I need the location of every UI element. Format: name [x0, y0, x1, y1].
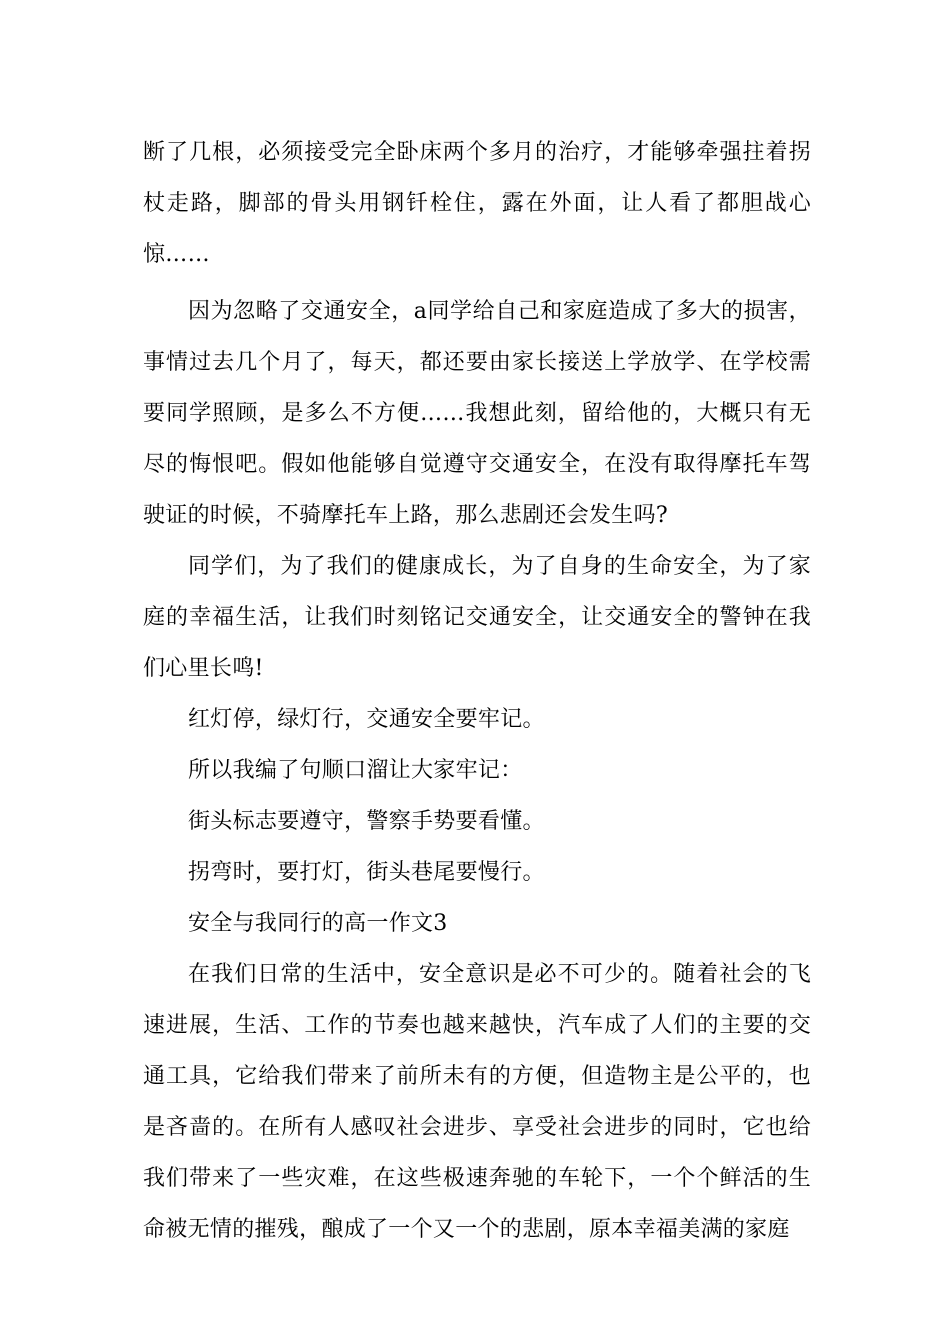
paragraph-rhyme-intro: 所以我编了句顺口溜让大家牢记： [188, 758, 523, 783]
paragraph-consequence: 因为忽略了交通安全，a同学给自己和家庭造成了多大的损害，事情过去几个月了，每天，都还要由家长接送上学放学、在学校需要同学照顾，是多么不方便……我想此刻，留给他的，大概只有无尽的悔恨吧。假如他能够自觉遵守交通安全，在没有取得摩托车驾驶证的时候，不骑摩托车上路，那么悲剧还会发生吗? [143, 299, 811, 528]
paragraph-injury: 断了几根，必须接受完全卧床两个多月的治疗，才能够牵强拄着拐杖走路，脚部的骨头用钢钎栓住，露在外面，让人看了都胆战心惊…… [143, 140, 811, 267]
paragraph-rhyme-line-2: 街头标志要遵守，警察手势要看懂。 [188, 809, 545, 834]
document-body [143, 127, 811, 1255]
paragraph-rhyme-line-1: 红灯停，绿灯行，交通安全要牢记。 [188, 707, 545, 732]
paragraph-essay-3: 在我们日常的生活中，安全意识是必不可少的。随着社会的飞速进展，生活、工作的节奏也越来越快，汽车成了人们的主要的交通工具，它给我们带来了前所未有的方便，但造物主是公平的，也是吝啬的。在所有人感叹社会进步、享受社会进步的同时，它也给我们带来了一些灾难，在这些极速奔驰的车轮下，一个个鲜活的生命被无情的摧残，酿成了一个又一个的悲剧，原本幸福美满的家庭 [143, 962, 811, 1242]
section-heading: 安全与我同行的高一作文3 [188, 911, 448, 936]
paragraph-appeal: 同学们，为了我们的健康成长，为了自身的生命安全，为了家庭的幸福生活，让我们时刻铭记交通安全，让交通安全的警钟在我们心里长鸣! [143, 554, 811, 681]
paragraph-rhyme-line-3: 拐弯时，要打灯，街头巷尾要慢行。 [188, 860, 545, 885]
